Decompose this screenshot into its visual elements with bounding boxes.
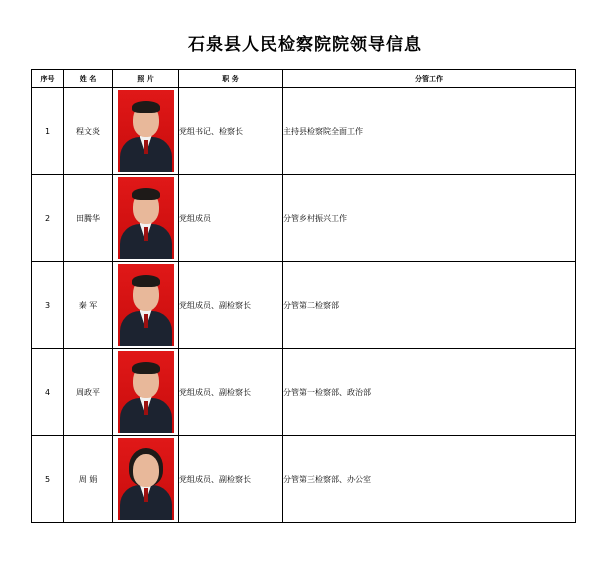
row-duty: 分管第二检察部 bbox=[283, 262, 576, 349]
leaders-table bbox=[31, 69, 576, 523]
row-number: 4 bbox=[32, 349, 64, 436]
header-number: 序号 bbox=[32, 70, 64, 88]
row-position: 党组书记、检察长 bbox=[179, 88, 283, 175]
row-position: 党组成员、副检察长 bbox=[179, 262, 283, 349]
page-title: 石泉县人民检察院院领导信息 bbox=[188, 35, 422, 55]
row-number: 5 bbox=[32, 436, 64, 523]
row-name: 田腾华 bbox=[64, 175, 113, 262]
header-name: 姓 名 bbox=[64, 70, 113, 88]
table-row bbox=[32, 349, 576, 436]
portrait-photo bbox=[118, 90, 174, 172]
row-duty: 分管乡村振兴工作 bbox=[283, 175, 576, 262]
portrait-photo bbox=[118, 438, 174, 520]
row-duty: 主持县检察院全面工作 bbox=[283, 88, 576, 175]
table-header-row bbox=[32, 70, 576, 88]
row-position: 党组成员 bbox=[179, 175, 283, 262]
row-number: 3 bbox=[32, 262, 64, 349]
row-name: 周 娟 bbox=[64, 436, 113, 523]
row-name: 秦 军 bbox=[64, 262, 113, 349]
portrait-photo bbox=[118, 264, 174, 346]
table-row bbox=[32, 175, 576, 262]
row-position: 党组成员、副检察长 bbox=[179, 436, 283, 523]
table-row bbox=[32, 436, 576, 523]
portrait-photo bbox=[118, 351, 174, 433]
row-position: 党组成员、副检察长 bbox=[179, 349, 283, 436]
portrait-photo bbox=[118, 177, 174, 259]
table-row bbox=[32, 262, 576, 349]
row-duty: 分管第一检察部、政治部 bbox=[283, 349, 576, 436]
table-row bbox=[32, 88, 576, 175]
row-duty: 分管第三检察部、办公室 bbox=[283, 436, 576, 523]
row-number: 2 bbox=[32, 175, 64, 262]
header-position: 职 务 bbox=[179, 70, 283, 88]
header-photo: 照 片 bbox=[113, 70, 179, 88]
row-name: 程文炎 bbox=[64, 88, 113, 175]
row-name: 周政平 bbox=[64, 349, 113, 436]
header-duty: 分管工作 bbox=[283, 70, 576, 88]
row-number: 1 bbox=[32, 88, 64, 175]
